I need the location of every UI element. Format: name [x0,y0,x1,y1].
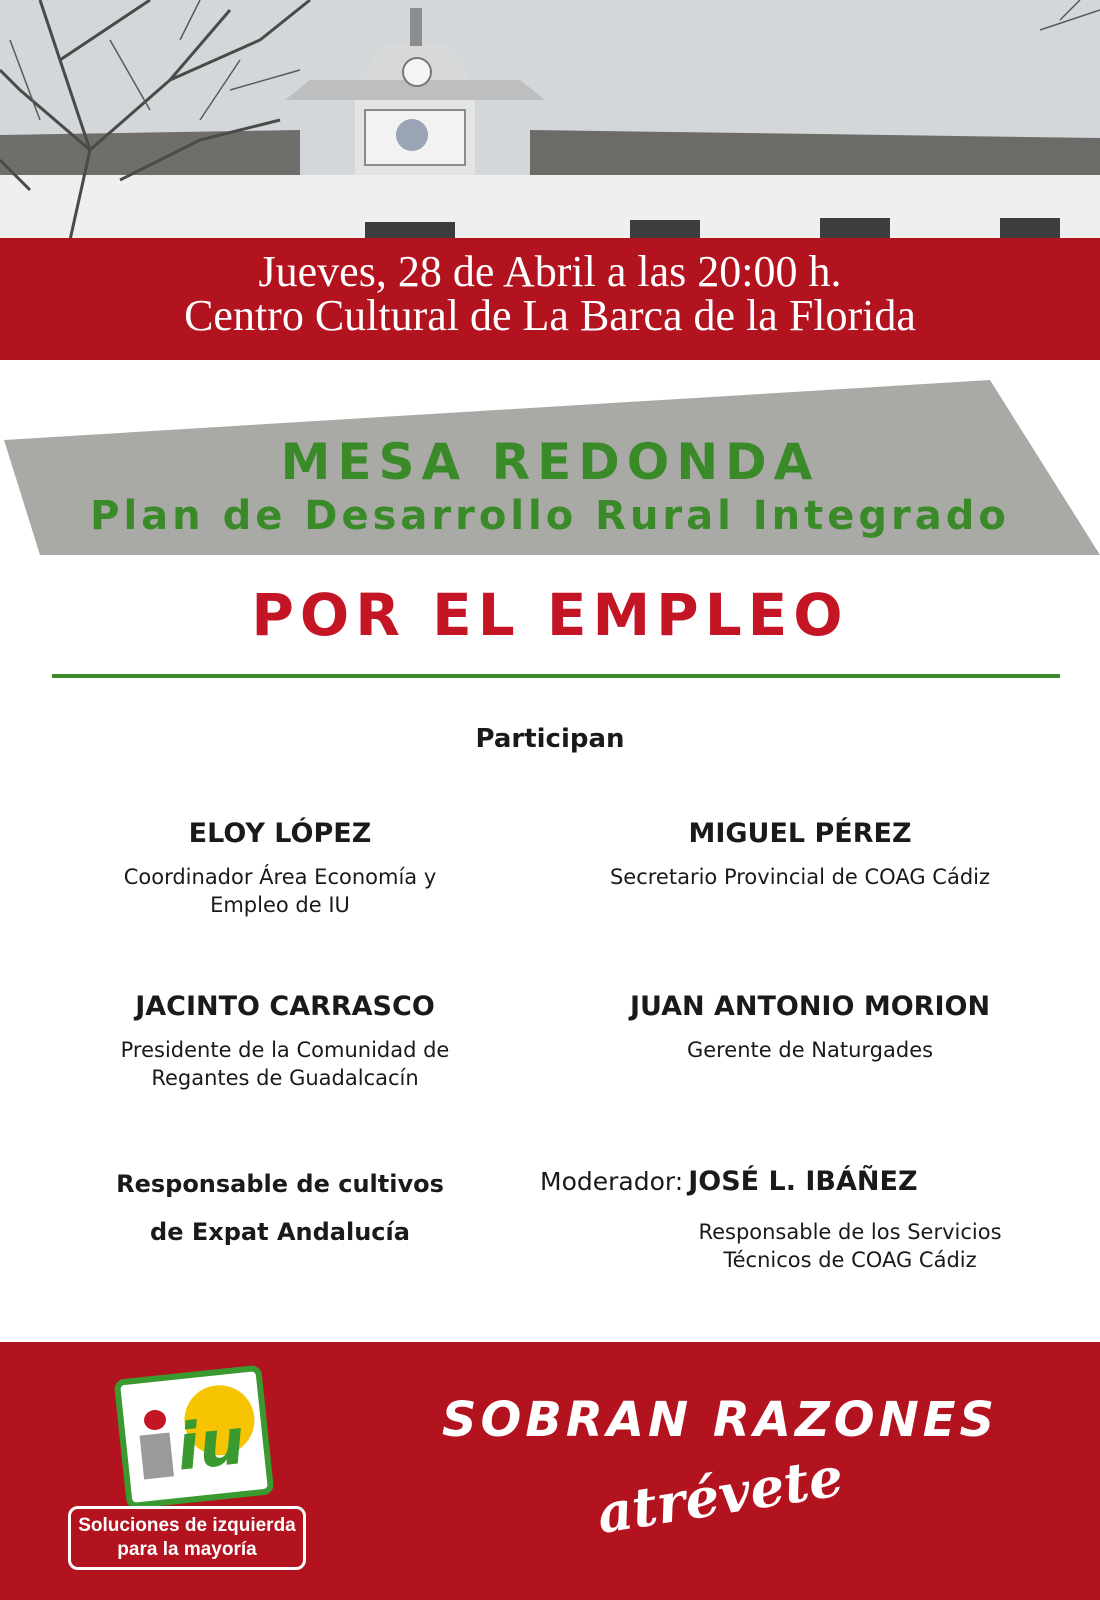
date-venue-band [0,238,1100,360]
logo-tagline [68,1506,306,1570]
participant-role [585,863,1015,891]
title-subtitle: Plan de Desarrollo Rural Integrado [90,493,1010,539]
participant-role [90,1036,480,1092]
participant-role-line: Regantes de Guadalcacín [151,1066,419,1090]
iu-logo [114,1365,275,1510]
slogan-script: atrévete [592,1444,848,1546]
participant-card [90,817,470,919]
expat-line: Responsable de cultivos [116,1170,444,1198]
moderator-label: Moderador: [540,1167,684,1196]
moderator-role-text [640,1218,1060,1274]
title-banner [0,380,1100,560]
logo-tagline-line: para la mayoría [117,1539,257,1560]
event-date-time: Jueves, 28 de Abril a las 20:00 h. [258,247,842,296]
logo-tagline-line: Soluciones de izquierda [78,1515,296,1536]
participant-name: JUAN ANTONIO MORION [629,991,991,1022]
participant-card [585,817,1015,891]
hero-building-image [0,0,1100,240]
participant-card [585,990,1035,1064]
participants-heading: Participan [475,724,625,754]
moderator-role [640,1218,1060,1274]
divider-rule [52,674,1060,678]
participant-name: MIGUEL PÉREZ [688,818,912,849]
slogan: SOBRAN RAZONES [441,1392,999,1448]
participant-name: ELOY LÓPEZ [188,818,372,849]
footer-band [0,1342,1100,1600]
moderator-name: JOSÉ L. IBÁÑEZ [688,1166,918,1197]
participant-name: JACINTO CARRASCO [135,991,435,1022]
participant-role-line: Secretario Provincial de COAG Cádiz [609,865,991,889]
moderator-card [540,1166,1000,1197]
expat-card [90,1160,470,1256]
participant-role-line: Coordinador Área Economía y [123,865,437,889]
event-venue: Centro Cultural de La Barca de la Florida [184,291,916,340]
participant-role [90,863,470,919]
participant-role-line: Gerente de Naturgades [686,1038,934,1062]
logo-i-stem [140,1433,174,1480]
participant-role-line: Presidente de la Comunidad de [120,1038,450,1062]
participant-role [585,1036,1035,1064]
participant-card [90,990,480,1092]
participant-role-line: Empleo de IU [210,893,350,917]
title-kicker: MESA REDONDA [280,433,820,491]
moderator-role-line: Técnicos de COAG Cádiz [723,1248,977,1272]
moderator-heading [540,1166,1000,1197]
moderator-role-line: Responsable de los Servicios [698,1220,1002,1244]
logo-i-dot [143,1409,167,1431]
expat-line: de Expat Andalucía [150,1218,410,1246]
logo-letters: iu [173,1404,249,1486]
headline: POR EL EMPLEO [251,581,849,649]
